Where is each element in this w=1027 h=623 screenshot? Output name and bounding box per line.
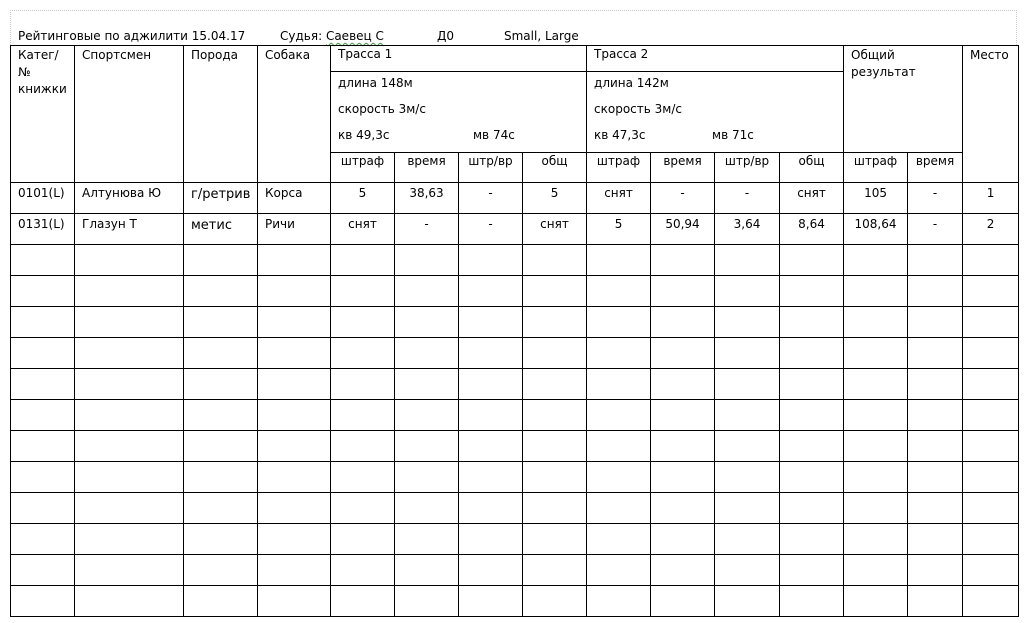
empty-cell: [715, 369, 780, 400]
empty-cell: [587, 400, 651, 431]
empty-cell: [780, 338, 844, 369]
empty-cell: [11, 493, 75, 524]
empty-cell: [11, 524, 75, 555]
empty-cell: [844, 524, 908, 555]
table-row-empty: [11, 524, 1019, 555]
row-cell: 105: [844, 183, 908, 214]
row-cell: 50,94: [651, 214, 715, 245]
empty-cell: [780, 369, 844, 400]
row-cell: -: [715, 183, 780, 214]
track1-speed: скорость 3м/с: [338, 102, 426, 116]
empty-cell: [75, 493, 184, 524]
table-row-empty: [11, 276, 1019, 307]
track1-name: Трасса 1: [331, 46, 586, 72]
empty-cell: [587, 493, 651, 524]
row-cell: -: [459, 183, 523, 214]
empty-cell: [331, 524, 395, 555]
table-row-empty: [11, 369, 1019, 400]
empty-cell: [459, 524, 523, 555]
empty-cell: [395, 431, 459, 462]
empty-cell: [75, 338, 184, 369]
row-cell: 108,64: [844, 214, 908, 245]
empty-cell: [258, 493, 331, 524]
empty-cell: [963, 493, 1019, 524]
empty-cell: [395, 400, 459, 431]
empty-cell: [715, 338, 780, 369]
empty-cell: [651, 245, 715, 276]
row-category: 0131(L): [11, 214, 75, 245]
track1-times: [331, 126, 586, 152]
empty-cell: [780, 431, 844, 462]
t1-pentime-header: штр/вр: [459, 153, 523, 183]
empty-cell: [258, 400, 331, 431]
empty-cell: [11, 555, 75, 586]
empty-cell: [715, 586, 780, 617]
empty-cell: [908, 338, 963, 369]
empty-cell: [523, 431, 587, 462]
empty-cell: [459, 338, 523, 369]
empty-cell: [459, 307, 523, 338]
empty-cell: [523, 245, 587, 276]
empty-cell: [963, 400, 1019, 431]
empty-cell: [908, 431, 963, 462]
empty-cell: [523, 586, 587, 617]
track2-speed: скорость 3м/с: [594, 102, 682, 116]
track1-length: длина 148м: [338, 76, 413, 90]
empty-cell: [651, 431, 715, 462]
empty-cell: [184, 431, 258, 462]
row-athlete: Глазун Т: [75, 214, 184, 245]
empty-cell: [184, 555, 258, 586]
empty-cell: [11, 307, 75, 338]
empty-cell: [651, 307, 715, 338]
empty-cell: [523, 524, 587, 555]
empty-cell: [651, 276, 715, 307]
empty-cell: [258, 276, 331, 307]
empty-cell: [715, 245, 780, 276]
empty-cell: [184, 338, 258, 369]
empty-cell: [780, 245, 844, 276]
track1-kv: кв 49,3с: [338, 128, 390, 142]
row-cell: снят: [780, 183, 844, 214]
empty-cell: [587, 462, 651, 493]
empty-cell: [395, 338, 459, 369]
empty-cell: [523, 493, 587, 524]
empty-cell: [523, 555, 587, 586]
t2-sum-header: общ: [780, 153, 844, 183]
judge-name: Саевец С: [325, 29, 384, 43]
empty-cell: [395, 276, 459, 307]
empty-cell: [908, 307, 963, 338]
empty-cell: [395, 307, 459, 338]
table-row-empty: [11, 431, 1019, 462]
empty-cell: [459, 245, 523, 276]
empty-cell: [715, 524, 780, 555]
empty-cell: [459, 586, 523, 617]
empty-cell: [715, 493, 780, 524]
empty-cell: [331, 400, 395, 431]
total-header: Общий результат: [844, 46, 963, 153]
judge-label: Судья:: [280, 29, 323, 43]
track2-header: [587, 46, 844, 153]
row-cell: 3,64: [715, 214, 780, 245]
empty-cell: [780, 555, 844, 586]
empty-cell: [184, 493, 258, 524]
judge-info: [280, 28, 384, 44]
t2-time-header: время: [651, 153, 715, 183]
empty-cell: [395, 462, 459, 493]
empty-cell: [780, 586, 844, 617]
empty-cell: [963, 369, 1019, 400]
empty-cell: [587, 524, 651, 555]
empty-cell: [331, 555, 395, 586]
empty-cell: [11, 369, 75, 400]
empty-cell: [258, 555, 331, 586]
empty-cell: [331, 307, 395, 338]
empty-cell: [963, 555, 1019, 586]
empty-cell: [75, 400, 184, 431]
empty-cell: [651, 462, 715, 493]
page-border-top: [10, 10, 1017, 11]
empty-cell: [395, 493, 459, 524]
empty-cell: [963, 586, 1019, 617]
empty-cell: [908, 524, 963, 555]
table-row-empty: [11, 462, 1019, 493]
empty-cell: [331, 338, 395, 369]
row-place: 1: [963, 183, 1019, 214]
empty-cell: [780, 400, 844, 431]
empty-cell: [184, 245, 258, 276]
empty-cell: [908, 369, 963, 400]
empty-cell: [184, 524, 258, 555]
empty-cell: [844, 555, 908, 586]
empty-cell: [651, 524, 715, 555]
col-category-header: Катег/ № книжки: [11, 46, 75, 183]
row-cell: 5: [523, 183, 587, 214]
empty-cell: [908, 555, 963, 586]
empty-cell: [715, 462, 780, 493]
row-cell: -: [459, 214, 523, 245]
empty-cell: [715, 431, 780, 462]
page-border-right: [1016, 10, 1017, 45]
empty-cell: [844, 462, 908, 493]
row-cell: -: [908, 214, 963, 245]
table-row-empty: [11, 555, 1019, 586]
empty-cell: [844, 586, 908, 617]
empty-cell: [780, 307, 844, 338]
empty-cell: [11, 276, 75, 307]
empty-cell: [331, 369, 395, 400]
track1-mv: мв 74с: [473, 128, 515, 142]
empty-cell: [258, 338, 331, 369]
empty-rows: [11, 245, 1019, 617]
empty-cell: [395, 586, 459, 617]
empty-cell: [395, 555, 459, 586]
total-time-header: время: [908, 153, 963, 183]
row-cell: 5: [331, 183, 395, 214]
total-penalty-header: штраф: [844, 153, 908, 183]
empty-cell: [963, 462, 1019, 493]
empty-cell: [75, 462, 184, 493]
empty-cell: [963, 524, 1019, 555]
row-cell: -: [651, 183, 715, 214]
empty-cell: [258, 307, 331, 338]
row-category: 0101(L): [11, 183, 75, 214]
row-cell: снят: [587, 183, 651, 214]
empty-cell: [75, 276, 184, 307]
empty-cell: [844, 400, 908, 431]
empty-cell: [331, 276, 395, 307]
track2-kv: кв 47,3с: [594, 128, 646, 142]
empty-cell: [844, 493, 908, 524]
empty-cell: [587, 369, 651, 400]
empty-cell: [11, 462, 75, 493]
empty-cell: [523, 462, 587, 493]
empty-cell: [587, 338, 651, 369]
row-cell: 8,64: [780, 214, 844, 245]
empty-cell: [651, 493, 715, 524]
table-row-empty: [11, 245, 1019, 276]
empty-cell: [844, 338, 908, 369]
row-dog: Корса: [258, 183, 331, 214]
empty-cell: [844, 307, 908, 338]
empty-cell: [184, 400, 258, 431]
row-breed: г/ретрив: [184, 183, 258, 214]
empty-cell: [258, 462, 331, 493]
competition-title: Рейтинговые по аджилити 15.04.17: [18, 29, 246, 43]
empty-cell: [258, 245, 331, 276]
col-dog-header: Собака: [258, 46, 331, 183]
empty-cell: [963, 276, 1019, 307]
empty-cell: [331, 245, 395, 276]
row-cell: снят: [523, 214, 587, 245]
table-row-empty: [11, 338, 1019, 369]
empty-cell: [587, 245, 651, 276]
empty-cell: [331, 462, 395, 493]
empty-cell: [331, 586, 395, 617]
empty-cell: [587, 586, 651, 617]
empty-cell: [715, 555, 780, 586]
empty-cell: [258, 431, 331, 462]
results-table: [10, 45, 1019, 617]
empty-cell: [715, 276, 780, 307]
empty-cell: [587, 555, 651, 586]
empty-cell: [844, 431, 908, 462]
empty-cell: [184, 276, 258, 307]
row-cell: -: [908, 183, 963, 214]
empty-cell: [963, 431, 1019, 462]
empty-cell: [11, 400, 75, 431]
empty-cell: [844, 276, 908, 307]
col-athlete-header: Спортсмен: [75, 46, 184, 183]
empty-cell: [780, 462, 844, 493]
empty-cell: [908, 276, 963, 307]
empty-cell: [780, 276, 844, 307]
empty-cell: [844, 245, 908, 276]
row-athlete: Алтунюва Ю: [75, 183, 184, 214]
empty-cell: [651, 369, 715, 400]
empty-cell: [715, 307, 780, 338]
empty-cell: [184, 369, 258, 400]
table-row-empty: [11, 586, 1019, 617]
header-row: [11, 46, 1019, 153]
page-border-left: [10, 10, 11, 45]
table-row: [11, 214, 1019, 245]
empty-cell: [11, 245, 75, 276]
empty-cell: [395, 245, 459, 276]
empty-cell: [715, 400, 780, 431]
empty-cell: [75, 524, 184, 555]
empty-cell: [523, 400, 587, 431]
empty-cell: [587, 431, 651, 462]
empty-cell: [75, 245, 184, 276]
empty-cell: [459, 462, 523, 493]
place-header: Место: [963, 46, 1019, 183]
table-row: [11, 183, 1019, 214]
empty-cell: [908, 462, 963, 493]
class-label: Д0: [437, 29, 455, 43]
table-row-empty: [11, 493, 1019, 524]
empty-cell: [331, 493, 395, 524]
t1-penalty-header: штраф: [331, 153, 395, 183]
empty-cell: [780, 524, 844, 555]
empty-cell: [587, 276, 651, 307]
empty-cell: [459, 369, 523, 400]
empty-cell: [75, 369, 184, 400]
empty-cell: [258, 586, 331, 617]
empty-cell: [75, 555, 184, 586]
row-breed: метис: [184, 214, 258, 245]
track2-length: длина 142м: [594, 76, 669, 90]
empty-cell: [651, 555, 715, 586]
empty-cell: [908, 493, 963, 524]
t1-sum-header: общ: [523, 153, 587, 183]
t1-time-header: время: [395, 153, 459, 183]
empty-cell: [75, 307, 184, 338]
empty-cell: [11, 586, 75, 617]
t2-pentime-header: штр/вр: [715, 153, 780, 183]
empty-cell: [11, 338, 75, 369]
empty-cell: [459, 400, 523, 431]
empty-cell: [75, 586, 184, 617]
empty-cell: [651, 400, 715, 431]
empty-cell: [651, 586, 715, 617]
row-cell: снят: [331, 214, 395, 245]
row-cell: -: [395, 214, 459, 245]
empty-cell: [908, 245, 963, 276]
empty-cell: [780, 493, 844, 524]
track2-name: Трасса 2: [587, 46, 843, 72]
empty-cell: [587, 307, 651, 338]
empty-cell: [963, 245, 1019, 276]
col-breed-header: Порода: [184, 46, 258, 183]
table-row-empty: [11, 307, 1019, 338]
empty-cell: [184, 307, 258, 338]
row-cell: 38,63: [395, 183, 459, 214]
track1-header: [331, 46, 587, 153]
track2-times: [587, 126, 843, 152]
empty-cell: [331, 431, 395, 462]
t2-penalty-header: штраф: [587, 153, 651, 183]
row-dog: Ричи: [258, 214, 331, 245]
empty-cell: [75, 431, 184, 462]
empty-cell: [523, 338, 587, 369]
empty-cell: [258, 369, 331, 400]
empty-cell: [395, 524, 459, 555]
empty-cell: [651, 338, 715, 369]
empty-cell: [523, 276, 587, 307]
empty-cell: [908, 400, 963, 431]
empty-cell: [523, 307, 587, 338]
empty-cell: [459, 431, 523, 462]
empty-cell: [11, 431, 75, 462]
empty-cell: [963, 307, 1019, 338]
empty-cell: [459, 276, 523, 307]
empty-cell: [395, 369, 459, 400]
table-row-empty: [11, 400, 1019, 431]
empty-cell: [963, 338, 1019, 369]
empty-cell: [844, 369, 908, 400]
empty-cell: [184, 586, 258, 617]
size-label: Small, Large: [504, 29, 579, 43]
empty-cell: [184, 462, 258, 493]
empty-cell: [459, 555, 523, 586]
row-place: 2: [963, 214, 1019, 245]
track2-mv: мв 71с: [712, 128, 754, 142]
row-cell: 5: [587, 214, 651, 245]
empty-cell: [908, 586, 963, 617]
empty-cell: [523, 369, 587, 400]
empty-cell: [459, 493, 523, 524]
empty-cell: [258, 524, 331, 555]
